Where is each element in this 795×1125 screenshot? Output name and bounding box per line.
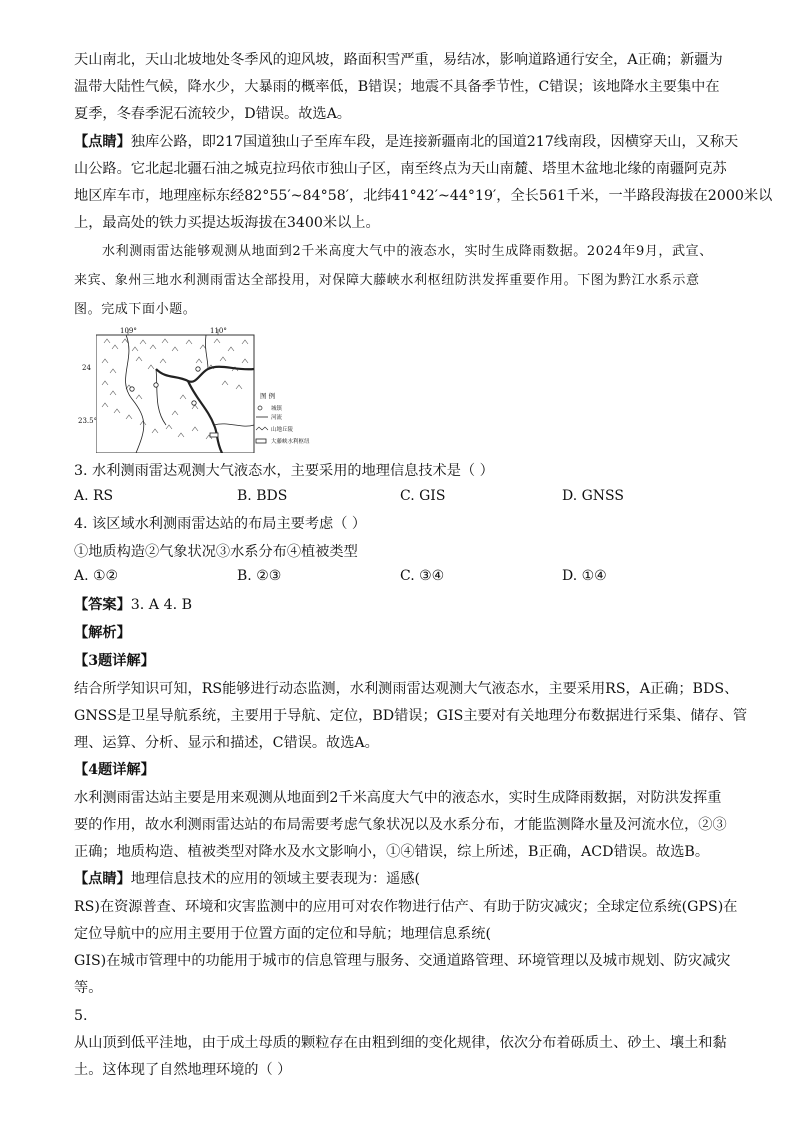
question-stem: 3. 水利测雨雷达观测大气液态水，主要采用的地理信息技术是（ ） xyxy=(74,463,494,479)
text-line: 山公路。它北起北疆石油之城克拉玛依市独山子区，南至终点为天山南麓、塔里木盆地北缘的南疆阿克苏 xyxy=(74,161,727,177)
text-line: 等。 xyxy=(74,980,103,996)
note-line xyxy=(74,866,420,893)
text-line: 结合所学知识可知，RS能够进行动态监测，水利测雨雷达观测大气液态水，主要采用RS，A正确；BDS、 xyxy=(74,681,739,697)
legend-item: 河流 xyxy=(271,415,283,421)
text-line: 夏季，冬春季泥石流较少，D错误。故选A。 xyxy=(74,106,351,122)
text-line: GIS)在城市管理中的功能用于城市的信息管理与服务、交通道路管理、环境管理以及城市规划、防灾减灾 xyxy=(74,953,731,969)
option-a[interactable]: A. ①② xyxy=(74,568,119,584)
river-system-map xyxy=(78,327,334,453)
question-stem: 土。这体现了自然地理环境的（ ） xyxy=(74,1062,292,1078)
text-line: 要的作用，故水利测雨雷达站的布局需要考虑气象状况以及水系分布，才能监测降水量及河流水位，②③ xyxy=(74,817,727,833)
text-line: 天山南北，天山北坡地处冬季风的迎风坡，路面积雪严重，易结冰，影响道路通行安全，A正确；新疆为 xyxy=(74,52,723,68)
passage-line: 图。完成下面小题。 xyxy=(74,302,197,317)
passage-line: 水利测雨雷达能够观测从地面到2千米高度大气中的液态水，实时生成降雨数据。2024年9月，武宣、 xyxy=(102,244,713,259)
legend-item: 山地丘陵 xyxy=(271,427,294,433)
option-a[interactable]: A. RS xyxy=(74,488,114,504)
dam-marker xyxy=(210,433,218,437)
text-line: 温带大陆性气候，降水少，大暴雨的概率低，B错误；地震不具备季节性，C错误；该地降水主要集中在 xyxy=(74,79,720,95)
question-stem: 从山顶到低平洼地，由于成土母质的颗粒存在由粗到细的变化规律，依次分布着砾质土、砂土、壤土和黏 xyxy=(74,1035,727,1051)
legend-title: 图 例 xyxy=(260,392,276,400)
answer-tag: 【答案】 xyxy=(74,597,131,613)
analysis-heading: 【解析】 xyxy=(74,625,131,641)
note-text: 地理信息技术的应用的领域主要表现为：遥感( xyxy=(130,871,421,887)
lat-label: 23.5° xyxy=(78,417,98,425)
text-line: RS)在资源普查、环境和灾害监测中的应用可对农作物进行估产、有助于防灾减灾；全球定位系统(GPS)在 xyxy=(74,899,738,915)
detail-heading: 【4题详解】 xyxy=(74,762,155,778)
text-line: 理、运算、分析、显示和描述，C错误。故选A。 xyxy=(74,735,379,751)
text-line: 上，最高处的铁力买提达坂海拔在3400米以上。 xyxy=(74,215,380,231)
lat-label: 24 xyxy=(82,364,91,372)
map-graphic xyxy=(96,329,334,453)
answer-text: 3. A 4. B xyxy=(130,597,193,613)
text-line: 水利测雨雷达站主要是用来观测从地面到2千米高度大气中的液态水，实时生成降雨数据，对防洪发挥重 xyxy=(74,790,722,806)
text-line: 地区库车市，地理座标东经82°55′~84°58′，北纬41°42′~44°19′，全长561千米，一半路段海拔在2000米以 xyxy=(74,188,773,204)
text-line: GNSS是卫星导航系统，主要用于导航、定位，BD错误；GIS主要对有关地理分布数据进行采集、储存、管 xyxy=(74,708,748,724)
lon-label: 110° xyxy=(210,327,227,335)
legend-item: 城镇 xyxy=(271,406,283,412)
note-line xyxy=(74,129,738,156)
option-b[interactable]: B. ②③ xyxy=(237,568,282,584)
question-items: ①地质构造②气象状况③水系分布④植被类型 xyxy=(74,544,358,560)
option-b[interactable]: B. BDS xyxy=(237,488,288,504)
option-d[interactable]: D. ①④ xyxy=(562,568,607,584)
text-line: 正确；地质构造、植被类型对降水及水文影响小，①④错误，综上所述，B正确，ACD错误。故选B。 xyxy=(74,844,710,860)
detail-heading: 【3题详解】 xyxy=(74,653,155,669)
note-tag: 【点睛】 xyxy=(74,134,131,150)
option-d[interactable]: D. GNSS xyxy=(562,488,624,504)
option-c[interactable]: C. GIS xyxy=(400,488,446,504)
option-c[interactable]: C. ③④ xyxy=(400,568,445,584)
legend-item: 大藤峡水利枢纽 xyxy=(271,439,310,445)
answer-line xyxy=(74,592,192,619)
note-text: 独库公路，即217国道独山子至库车段，是连接新疆南北的国道217线南段，因横穿天山，又称天 xyxy=(130,134,739,150)
question-number: 5. xyxy=(74,1008,88,1024)
question-stem: 4. 该区域水利测雨雷达站的布局主要考虑（ ） xyxy=(74,516,367,532)
lon-label: 109° xyxy=(120,327,137,335)
passage-line: 来宾、象州三地水利测雨雷达全部投用，对保障大藤峡水利枢纽防洪发挥重要作用。下图为黔江水系示意 xyxy=(74,273,700,288)
text-line: 定位导航中的应用主要用于位置方面的定位和导航；地理信息系统( xyxy=(74,926,491,942)
note-tag: 【点睛】 xyxy=(74,871,131,887)
